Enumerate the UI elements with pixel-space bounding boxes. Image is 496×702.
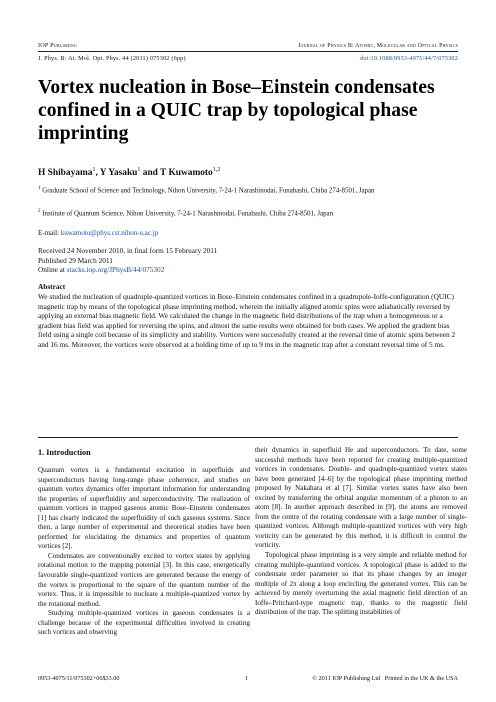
right-column bbox=[255, 446, 467, 618]
author-3-affil: 1,2 bbox=[212, 167, 221, 173]
header-rule bbox=[38, 51, 458, 52]
citation: J. Phys. B: At. Mol. Opt. Phys. 44 (2011) 075302 (6pp) bbox=[38, 55, 186, 62]
abstract-heading: Abstract bbox=[38, 282, 66, 291]
author-3: T Kuwamoto bbox=[160, 168, 213, 179]
online-label: Online at bbox=[38, 265, 67, 274]
email-line bbox=[38, 229, 458, 238]
received-date: Received 24 November 2010, in final form 15 February 2011 bbox=[38, 246, 218, 255]
paragraph: Quantum vortex is a fundamental excitation in superfluids and superconductors having long-range phase coherence, and studies on quantum vortex dynamics offer important information for understanding the properties of superfluidity and superconductivity. The realization of quantum vortices in trapped gaseous atomic Bose–Einstein condensates [1] has clearly indicated the superfluidity of such gaseous systems. Since then, a large number of experimental and theoretical studies have been performed for elucidating the dynamics and properties of quantum vortices [2]. bbox=[38, 466, 250, 551]
affiliation-text: Institute of Quantum Science, Nihon University, 7-24-1 Narashinodai, Funabashi, Chiba 274-8501, Japan bbox=[42, 210, 334, 218]
online-line bbox=[38, 265, 458, 274]
paper-title: Vortex nucleation in Bose–Einstein condensates confined in a QUIC trap by topological phase imprinting bbox=[38, 77, 435, 144]
author-separator: , bbox=[95, 168, 100, 179]
page-number: 1 bbox=[245, 675, 249, 682]
author-1: H Shibayama bbox=[38, 168, 93, 179]
section-rule bbox=[38, 437, 458, 438]
footer-copyright: © 2011 IOP Publishing Ltd Printed in the UK & the USA bbox=[312, 675, 458, 682]
online-url-link[interactable]: stacks.iop.org/JPhysB/44/075302 bbox=[66, 265, 165, 274]
author-2: Y Yasaku bbox=[99, 168, 138, 179]
affiliation-2 bbox=[38, 207, 458, 219]
publisher-name: IOP Publishing bbox=[38, 42, 78, 49]
left-column bbox=[38, 466, 250, 638]
affiliation-number: 2 bbox=[38, 209, 41, 214]
doi-link[interactable]: doi:10.1088/0953-4075/44/7/075302 bbox=[360, 55, 458, 62]
email-label: E-mail: bbox=[38, 229, 61, 237]
author-1-affil: 1 bbox=[92, 167, 96, 173]
paragraph: Condensates are conventionally excited to vortex states by applying rotational motion to the trapping potential [3]. In this case, energetically favourable single-quantized vortices are generated because the energy of the vortex is proportional to the square of the quantum number of the vortex. Thus, it is impossible to nucleate a multiple-quantized vortex by the rotational method. bbox=[38, 551, 250, 608]
footer-issn: 0953-4075/11/075302+06$33.00 bbox=[38, 675, 120, 682]
author-separator: and bbox=[140, 168, 161, 179]
paragraph: Studying multiple-quantized vortices in gaseous condensates is a challenge because of the experimental difficulties involved in creating such vortices and observing bbox=[38, 609, 250, 637]
section-heading: 1. Introduction bbox=[38, 448, 91, 457]
published-date: Published 29 March 2011 bbox=[38, 255, 113, 265]
author-2-affil: 1 bbox=[137, 167, 141, 173]
paragraph: Topological phase imprinting is a very simple and reliable method for creating multiple-quantized vortices. A topological phase is added to the condensate order parameter so that its phase changes by an integer multiple of 2π along a loop encircling the generated vortex. This can be achieved by merely overturning the axial magnetic field direction of an Ioffe–Pritchard-type magnetic trap, thanks to the magnetic field distribution of the trap. The splitting instabilities of bbox=[255, 551, 467, 617]
abstract-text: We studied the nucleation of quadruple-quantized vortices in Bose–Einstein condensates confined in a quadrupole-Ioffe-configuration (QUIC) magnetic trap by means of the topological phase imprinting method, wherein the initially aligned atomic spins were adiabatically reversed by applying an external bias magnetic field. We calculated the change in the magnetic field distributions of the trap when a homogeneous or a gradient bias field was applied for reversing the spins, and almost the same results were obtained for both cases. We applied the gradient bias field using a single coil because of its simplicity and stability. Vortices were successfully created at the reversal time of atomic spins between 2 and 16 ms. Moreover, the vortices were observed at a holding time of up to 9 ms in the magnetic trap after a constant reversal time of 5 ms. bbox=[38, 292, 456, 349]
author-list bbox=[38, 167, 220, 178]
paragraph: their dynamics in superfluid He and superconductors. To date, some successful methods have been reported for creating multiple-quantized vortices in condensates. Double- and quadruple-quantized vortex states have been generated [4–6] by the topological phase imprinting method proposed by Nakahara et al [7]. Similar vortex states have also been excited by transferring the orbital angular momentum of a photon to an atom [8]. In another approach described in [9], the atoms are removed from the centre of the rotating condensate with a large number of single-quantized vortices. Although multiple-quantized vortices with very high vorticity can be generated by this method, it is difficult to control the vorticity. bbox=[255, 446, 467, 550]
affiliation-text: Graduate School of Science and Technology, Nihon University, 7-24-1 Narashinodai, Funabashi, Chiba 274-8501, Japan bbox=[42, 187, 375, 195]
affiliation-number: 1 bbox=[38, 186, 41, 191]
affiliation-1 bbox=[38, 184, 458, 196]
journal-name: Journal of Physics B: Atomic, Molecular and Optical Physics bbox=[298, 43, 458, 49]
email-link[interactable]: kuwamoto@phys.cst.nihon-u.ac.jp bbox=[60, 229, 159, 237]
